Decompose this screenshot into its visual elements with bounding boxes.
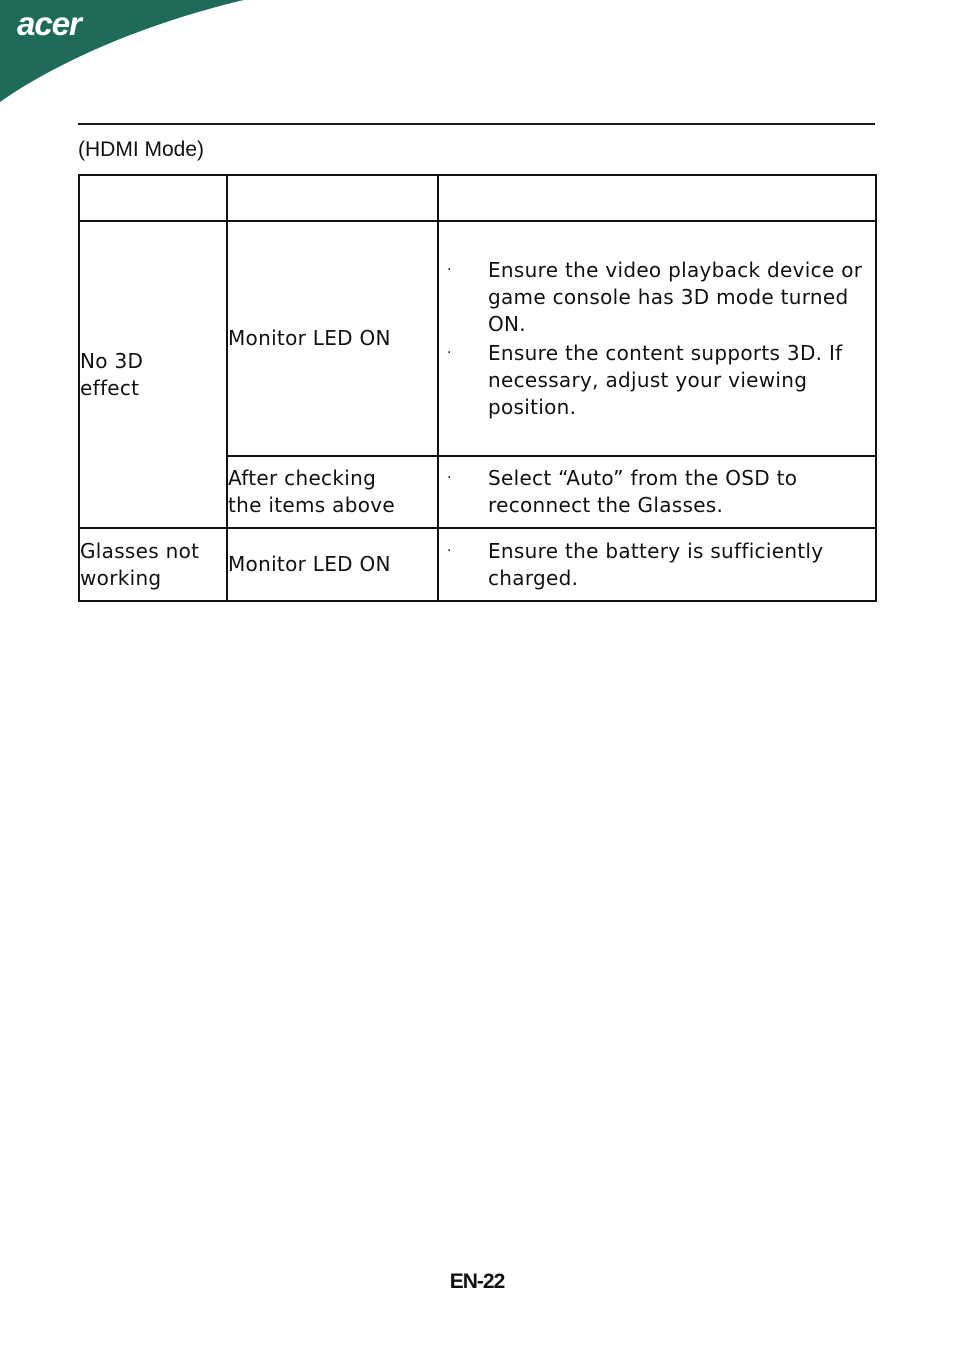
led-status-cell [227, 221, 438, 456]
remedy-text: Select “Auto” from the OSD to reconnect the Glasses. [488, 466, 798, 517]
remedy-cell [438, 456, 876, 528]
remedy-text: Ensure the video playback device or game console has 3D mode turned ON. [488, 257, 863, 336]
remedy-list [439, 257, 875, 421]
header-cell-problem [79, 175, 227, 221]
page-number: EN-22 [449, 1270, 505, 1293]
led-status-text: Monitor LED ON [228, 326, 391, 350]
bullet-icon: · [447, 542, 452, 559]
list-item [439, 340, 865, 421]
header-cell-remedy [438, 175, 876, 221]
remedy-list [439, 465, 875, 519]
problem-cell [79, 528, 227, 601]
list-item [439, 257, 865, 338]
problem-cell [79, 221, 227, 528]
list-item [439, 538, 865, 592]
bullet-icon: · [447, 470, 452, 486]
header-divider [78, 123, 875, 125]
remedy-cell [438, 528, 876, 601]
remedy-list [439, 538, 875, 592]
problem-text: Glasses not working [80, 538, 200, 590]
bullet-icon: · [447, 261, 452, 278]
bullet-icon: · [447, 344, 452, 361]
section-title: (HDMI Mode) [78, 138, 205, 161]
led-status-text: Monitor LED ON [228, 552, 391, 576]
table-row [79, 221, 876, 456]
table-row [79, 528, 876, 601]
header-cell-led-status [227, 175, 438, 221]
list-item [439, 465, 865, 519]
table-header-row [79, 175, 876, 221]
acer-logo: acer [17, 5, 81, 42]
remedy-cell [438, 221, 876, 456]
problem-text: No 3D effect [80, 348, 144, 400]
remedy-text: Ensure the content supports 3D. If necessary, adjust your viewing position. [488, 340, 843, 419]
troubleshooting-table [78, 174, 877, 602]
remedy-text: Ensure the battery is sufficiently charged. [488, 538, 824, 590]
led-status-text: After checking the items above [228, 466, 395, 517]
led-status-cell [227, 528, 438, 601]
led-status-cell [227, 456, 438, 528]
